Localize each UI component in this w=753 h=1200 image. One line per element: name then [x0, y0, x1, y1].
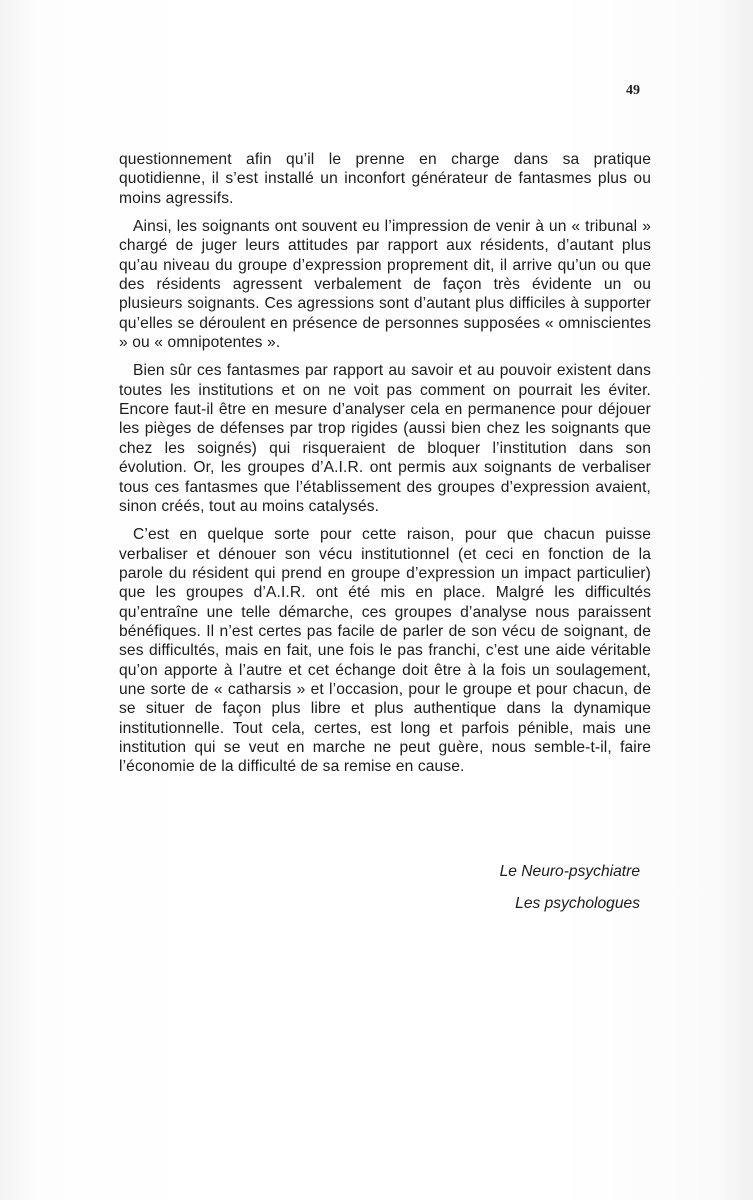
signature-neuro-psychiatre: Le Neuro-psychiatre	[499, 863, 640, 880]
paragraph-1: questionnement afin qu’il le prenne en charge dans sa pratique quotidienne, il s’est installé un inconfort générateur de fantasmes plus ou moins agressifs.	[119, 151, 651, 207]
page-number: 49	[626, 83, 640, 98]
paragraph-4: C’est en quelque sorte pour cette raison, pour que chacun puisse verbaliser et dénouer son vécu institutionnel (et ceci en fonction de la parole du résident qui prend en groupe d’expression un impact particulier) que les groupes d’A.I.R. ont été mis en place. Malgré les difficultés qu’entraîne une telle démarche, ces groupes d’analyse nous paraissent bénéfiques. Il n’est certes pas facile de parler de son vécu de soignant, de ses difficultés, mais en fait, une fois le pas franchi, c’est une aide véritable qu’on apporte à l’autre et cet échange doit être à la fois un soulagement, une sorte de « catharsis » et l’occasion, pour le groupe et pour chacun, de se situer de façon plus libre et plus authentique dans la dynamique institutionnelle. Tout cela, certes, est long et parfois pénible, mais une institution qui se veut en marche ne peut guère, nous semble-t-il, faire l’économie de la difficulté de sa remise en cause.	[119, 526, 651, 776]
body-text	[119, 150, 651, 777]
signature-psychologues: Les psychologues	[515, 895, 640, 912]
paragraph-3: Bien sûr ces fantasmes par rapport au savoir et au pouvoir existent dans toutes les institutions et on ne voit pas comment on pourrait les éviter. Encore faut-il être en mesure d’analyser cela en permanence pour déjouer les pièges de défenses par trop rigides (aussi bien chez les soignants que chez les soignés) qui risqueraient de bloquer l’institution dans son évolution. Or, les groupes d’A.I.R. ont permis aux soignants de verbaliser tous ces fantasmes que l’établissement des groupes d’expression avaient, sinon créés, tout au moins catalysés.	[119, 362, 651, 515]
paragraph-2: Ainsi, les soignants ont souvent eu l’impression de venir à un « tribunal » chargé de juger leurs attitudes par rapport aux résidents, d’autant plus qu’au niveau du groupe d’expression proprement dit, il arrive qu’un ou que des résidents agressent verbalement de façon très évidente un ou plusieurs soignants. Ces agressions sont d’autant plus difficiles à supporter qu’elles se déroulent en présence de personnes supposées « omniscientes » ou « omnipotentes ».	[119, 218, 651, 352]
